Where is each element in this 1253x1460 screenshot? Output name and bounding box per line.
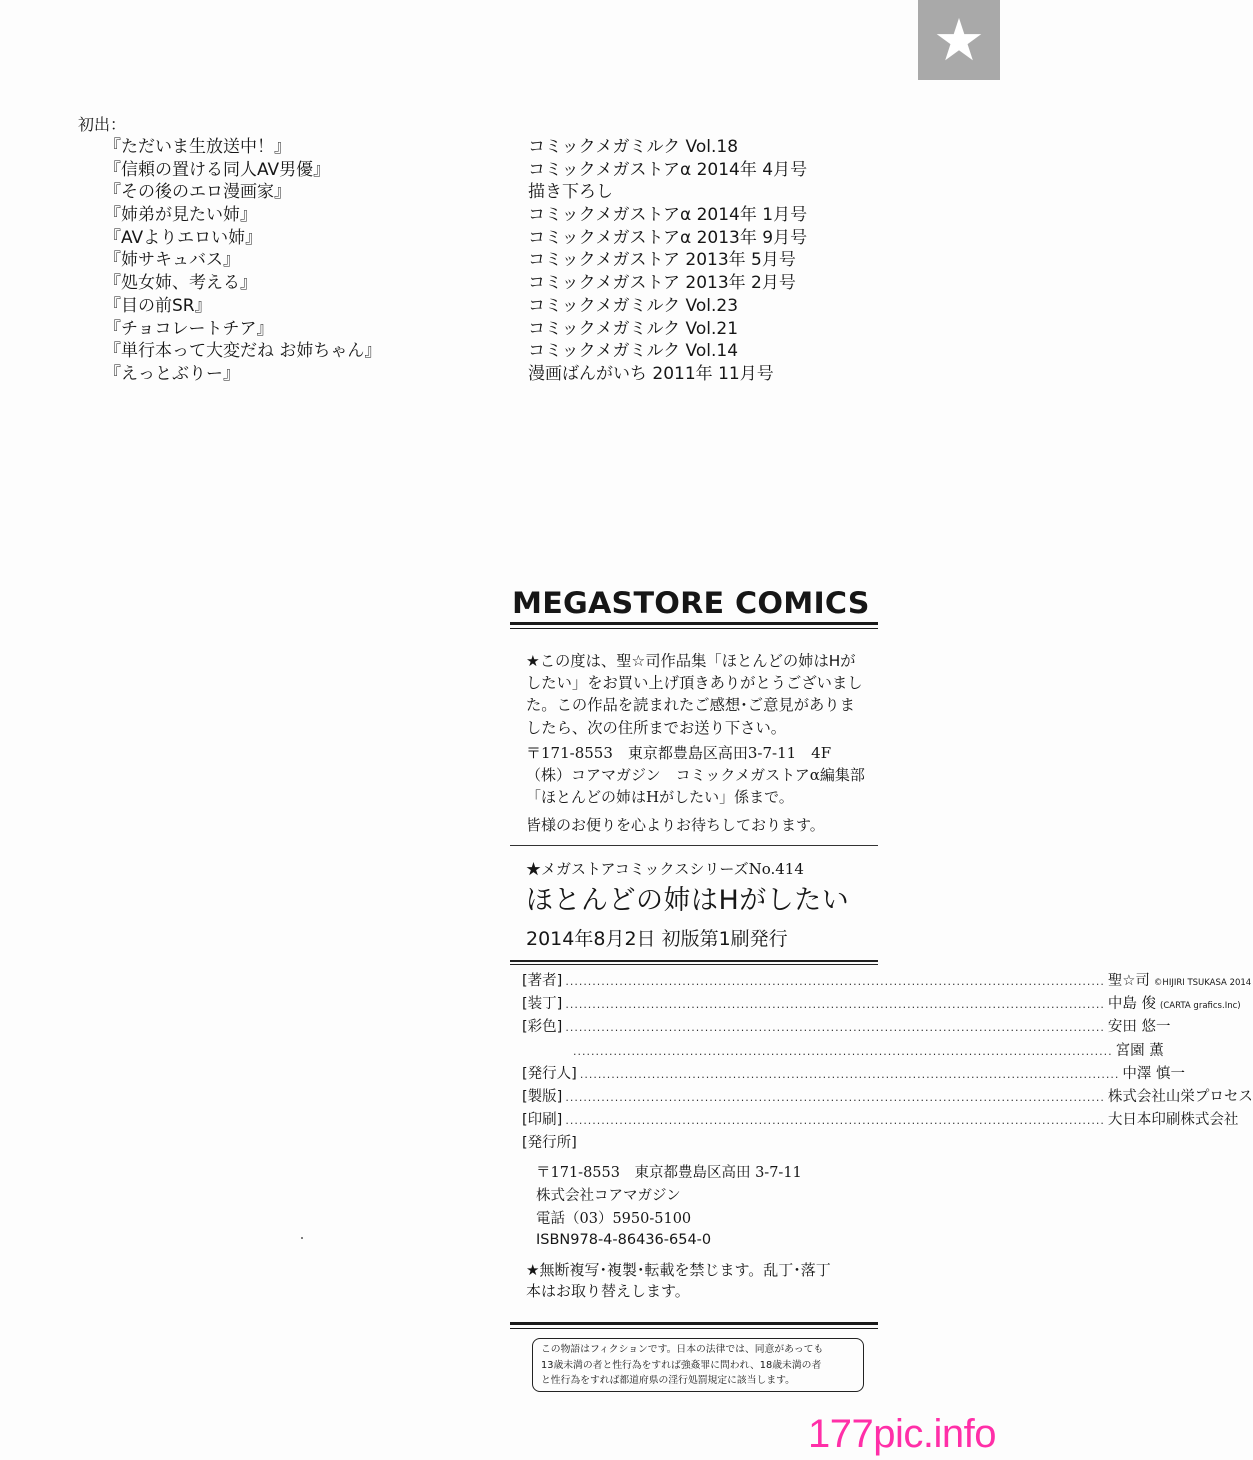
- publication-row: [78, 318, 838, 341]
- reader-message: [526, 650, 886, 739]
- credit-row: [522, 1016, 1171, 1039]
- credit-row: [522, 1132, 860, 1155]
- publication-row: [78, 227, 838, 250]
- leader-dots: ........................................................................................................................: [565, 1021, 1105, 1035]
- divider: [510, 1322, 878, 1325]
- editorial-address: [526, 742, 886, 808]
- publication-title: 『チョコレートチア』: [104, 318, 274, 339]
- credit-name: 安田 悠一: [1107, 1019, 1171, 1036]
- credit-role: [著者]: [522, 973, 563, 989]
- divider: [510, 622, 878, 625]
- credit-role: [発行人]: [522, 1065, 577, 1082]
- publication-source: コミックメガストア 2013年 2月号: [528, 273, 796, 294]
- publication-source: コミックメガストアα 2014年 4月号: [528, 159, 808, 180]
- message-line: た。この作品を読まれたご感想･ご意見がありま: [526, 696, 855, 715]
- publication-row: [78, 340, 838, 363]
- series-number: ★メガストアコミックスシリーズNo.414: [526, 860, 804, 878]
- publication-title: 『目の前SR』: [104, 295, 212, 316]
- publication-source: コミックメガストア 2013年 5月号: [528, 250, 796, 271]
- star-icon: ★: [933, 6, 985, 74]
- credit-row: [522, 993, 1241, 1016]
- notice-line: ★無断複写･複製･転載を禁じます。乱丁･落丁: [526, 1261, 831, 1279]
- credit-row: [522, 1086, 1253, 1109]
- publication-row: [78, 272, 838, 295]
- leader-dots: ........................................................................................................................: [565, 998, 1105, 1012]
- address-line: （株）コアマガジン コミックメガストアα編集部: [526, 766, 865, 784]
- credit-row: [522, 1109, 1239, 1132]
- publication-row: [78, 159, 838, 182]
- notice-line: 本はお取り替えします。: [526, 1282, 690, 1300]
- leader-dots: ........................................................................................................................: [579, 1067, 1120, 1081]
- message-line: したら、次の住所までお送り下さい。: [526, 718, 787, 737]
- fiction-notice-box: [532, 1338, 864, 1392]
- fiction-line: と性行為をすれば都道府県の淫行処罰規定に該当します。: [541, 1375, 795, 1386]
- publication-title: 『えっとぶりー』: [104, 363, 240, 384]
- credit-row: [522, 970, 1252, 993]
- divider: [510, 960, 878, 962]
- publication-title: 『その後のエロ漫画家』: [104, 182, 291, 203]
- credit-name: 聖☆司: [1107, 973, 1150, 989]
- publication-row: [78, 249, 838, 272]
- divider: [510, 964, 878, 965]
- credit-name: 大日本印刷株式会社: [1107, 1112, 1239, 1129]
- divider: [510, 845, 878, 846]
- leader-dots: ........................................................................................................................: [565, 975, 1105, 988]
- publication-title: 『姉弟が見たい姉』: [104, 205, 257, 226]
- credit-name: 株式会社山栄プロセス: [1107, 1088, 1253, 1105]
- credit-note: ©HIJIRI TSUKASA 2014: [1153, 978, 1252, 988]
- isbn: ISBN978-4-86436-654-0: [536, 1232, 712, 1248]
- issue-date: 2014年8月2日 初版第1刷発行: [526, 928, 788, 950]
- divider: [510, 1328, 878, 1329]
- divider: [510, 628, 878, 629]
- publication-row: [78, 363, 838, 386]
- credit-role: [製版]: [522, 1088, 563, 1105]
- corner-tab: [918, 0, 1000, 80]
- watermark: 177pic.info: [808, 1412, 996, 1456]
- publication-row: [78, 136, 838, 159]
- publication-title: 『姉サキュバス』: [104, 250, 240, 271]
- publication-source: コミックメガミルク Vol.23: [528, 295, 739, 316]
- publication-title: 『処女姉、考える』: [104, 273, 257, 294]
- message-line: ★この度は、聖☆司作品集「ほとんどの姉はHが: [526, 652, 856, 670]
- publication-source: 描き下ろし: [528, 182, 613, 203]
- leader-dots: ........................................................................................................................: [565, 1090, 1105, 1104]
- thanks-text: 皆様のお便りを心よりお待ちしております。: [526, 816, 825, 834]
- credit-row: [522, 1063, 1186, 1086]
- credit-role: [印刷]: [522, 1112, 563, 1129]
- publication-source: コミックメガミルク Vol.21: [528, 318, 739, 339]
- leader-dots: ........................................................................................................................: [573, 1044, 1113, 1058]
- publisher-phone: 電話（03）5950-5100: [536, 1211, 692, 1227]
- publication-source: コミックメガミルク Vol.18: [528, 137, 739, 157]
- credit-role: [彩色]: [522, 1019, 563, 1036]
- fiction-line: 13歳未満の者と性行為をすれば強姦罪に問われ、18歳未満の者: [541, 1359, 822, 1371]
- publication-row: [78, 181, 838, 204]
- publication-title: 『単行本って大変だね お姉ちゃん』: [104, 341, 382, 362]
- publisher-postal: 〒171-8553 東京都豊島区高田 3-7-11: [536, 1165, 802, 1181]
- publication-title: 『ただいま生放送中！』: [104, 137, 291, 157]
- publisher-phone-wrap: [536, 1208, 691, 1231]
- credit-name: 宮園 薫: [1115, 1042, 1164, 1059]
- fiction-line: この物語はフィクションです。日本の法律では、同意があっても: [541, 1344, 824, 1355]
- address-line: 〒171-8553 東京都豊島区高田3-7-11 4F: [526, 744, 832, 762]
- credit-role: [装丁]: [522, 996, 563, 1013]
- publication-source: 漫画ばんがいち 2011年 11月号: [528, 363, 774, 384]
- publication-source: コミックメガミルク Vol.14: [528, 341, 739, 362]
- address-line: 「ほとんどの姉はHがしたい」係まで。: [526, 788, 794, 806]
- publication-title: 『信頼の置ける同人AV男優』: [104, 159, 331, 180]
- first-publication-label: 初出：: [78, 115, 127, 134]
- publication-row: [78, 204, 838, 227]
- copy-notice: [526, 1260, 886, 1302]
- leader-dots: ........................................................................................................................: [565, 1114, 1105, 1128]
- credits-list: [522, 970, 1253, 1156]
- publisher-info: [536, 1162, 802, 1208]
- publication-source: コミックメガストアα 2014年 1月号: [528, 205, 808, 226]
- first-publication-list: [78, 114, 838, 386]
- scan-speck: [301, 1237, 303, 1239]
- credit-name: 中島 俊: [1107, 996, 1157, 1013]
- credit-role: [発行所]: [522, 1135, 577, 1152]
- message-line: したい」をお買い上げ頂きありがとうございまし: [526, 674, 863, 693]
- credit-name: 中澤 慎一: [1122, 1065, 1186, 1082]
- brand-logo-text: MEGASTORE COMICS: [512, 586, 870, 620]
- publication-title: 『AVよりエロい姉』: [104, 227, 263, 248]
- credit-row: [522, 1040, 1164, 1063]
- publication-row: [78, 295, 838, 318]
- publication-source: コミックメガストアα 2013年 9月号: [528, 227, 808, 248]
- publisher-company: 株式会社コアマガジン: [536, 1188, 681, 1204]
- credit-note: (CARTA grafics.Inc): [1160, 1001, 1241, 1012]
- book-title: ほとんどの姉はHがしたい: [526, 885, 850, 916]
